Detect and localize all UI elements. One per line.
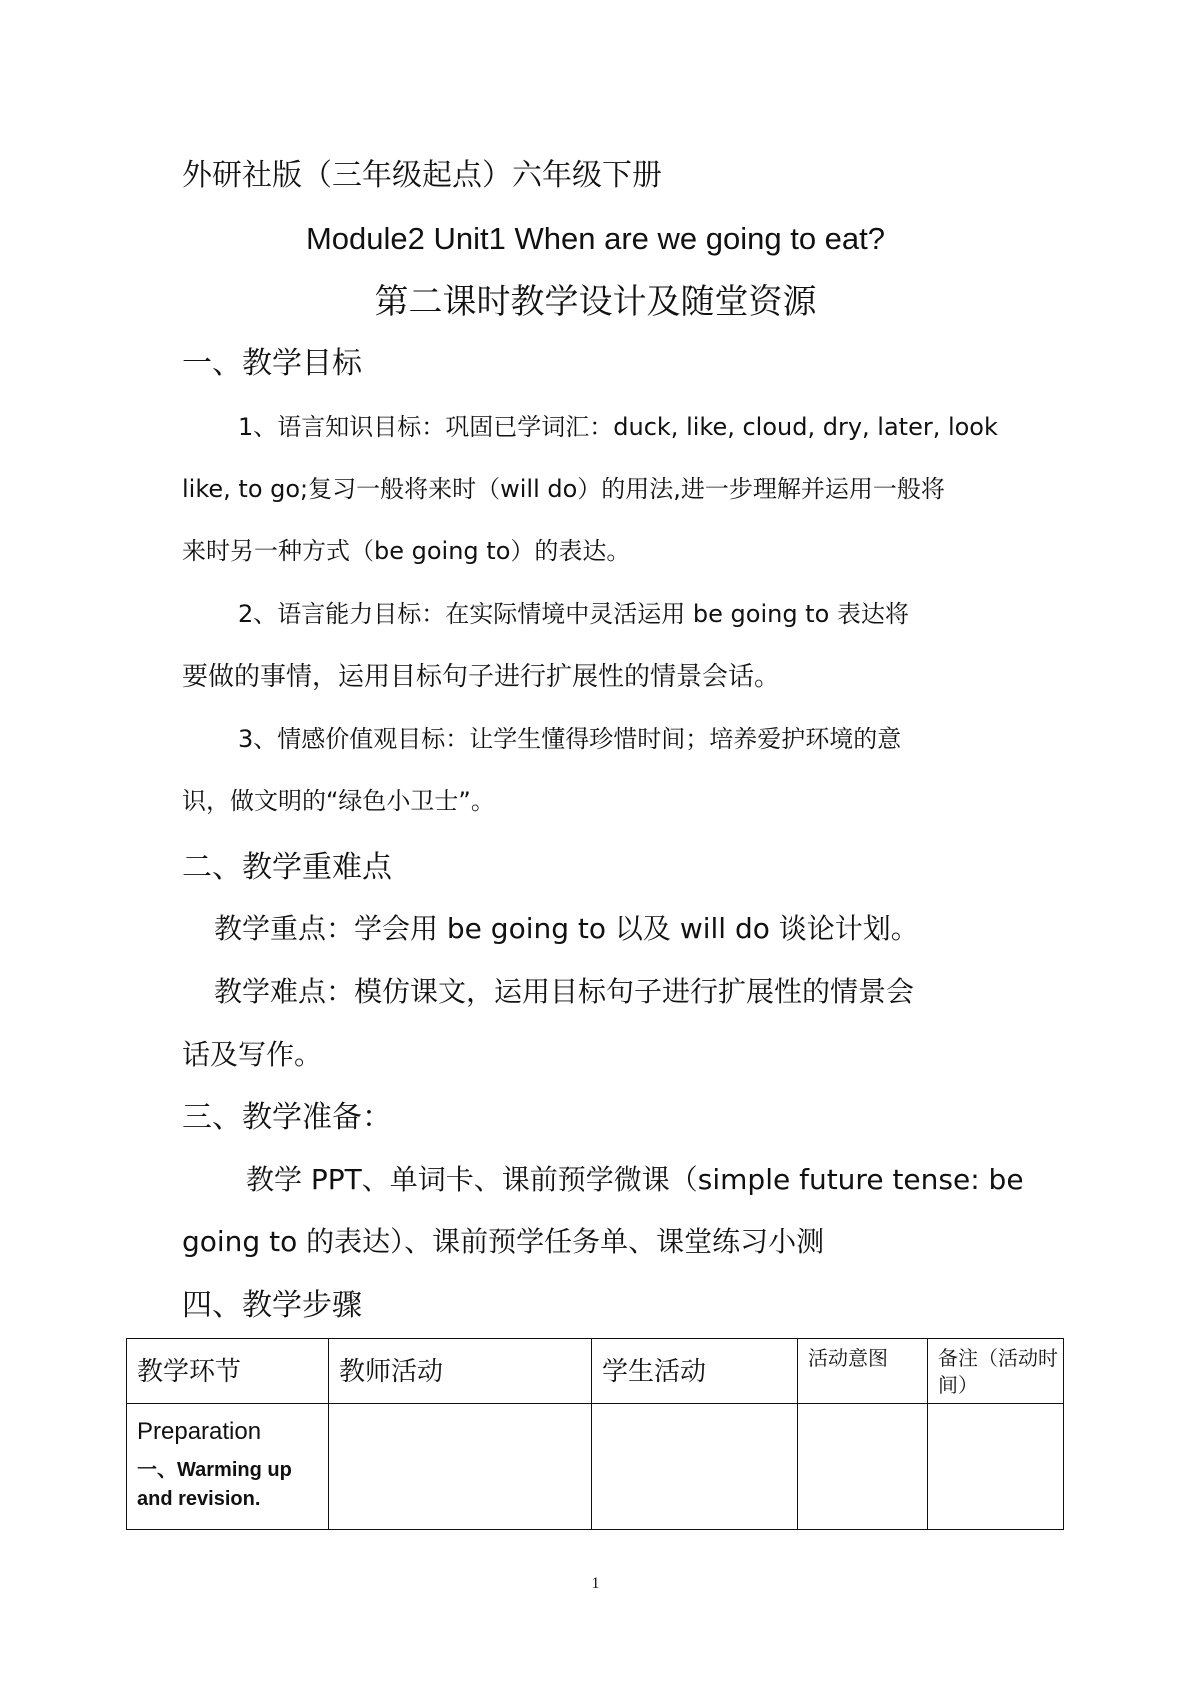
title-english: Module2 Unit1 When are we going to eat?: [305, 221, 886, 256]
section-heading-key-points: 二、教学重难点: [182, 850, 392, 885]
table-cell: [928, 1404, 1064, 1530]
section-heading-steps: 四、教学步骤: [182, 1288, 362, 1323]
table-header-cell: 教师活动: [329, 1339, 592, 1404]
stage-label: Preparation: [137, 1418, 262, 1445]
section-heading-objectives: 一、教学目标: [182, 346, 362, 381]
table-header-cell: 备注（活动时间）: [928, 1339, 1064, 1404]
key-point-text: 教学重点：学会用 be going to 以及 will do 谈论计划。: [214, 912, 919, 945]
step-label: 一、Warming up and revision.: [137, 1459, 292, 1510]
page-number: 1: [591, 1575, 600, 1592]
difficult-point-line-1: 教学难点：模仿课文，运用目标句子进行扩展性的情景会: [214, 975, 915, 1008]
objective-3-line-1: 3、情感价值观目标：让学生懂得珍惜时间；培养爱护环境的意: [238, 725, 902, 753]
preparation-line-1: 教学 PPT、单词卡、课前预学微课（simple future tense: be: [246, 1163, 1024, 1196]
table-cell: [798, 1404, 928, 1530]
preparation-line-2: going to 的表达）、课前预学任务单、课堂练习小测: [182, 1225, 825, 1258]
table-cell-stage: [127, 1404, 329, 1530]
table-header-row: [127, 1339, 1064, 1404]
objective-1-line-1: 1、语言知识目标：巩固已学词汇：duck, like, cloud, dry, later, look: [238, 413, 998, 441]
section-heading-preparation: 三、教学准备：: [182, 1100, 392, 1135]
table-header-cell: 学生活动: [592, 1339, 798, 1404]
table-row: [127, 1404, 1064, 1530]
publisher-line: 外研社版（三年级起点）六年级下册: [182, 158, 662, 193]
objective-2-line-2: 要做的事情，运用目标句子进行扩展性的情景会话。: [182, 662, 781, 692]
objective-2-line-1: 2、语言能力目标：在实际情境中灵活运用 be going to 表达将: [238, 600, 909, 628]
table-header-cell: 教学环节: [127, 1339, 329, 1404]
table-cell: [329, 1404, 592, 1530]
objective-1-line-3: 来时另一种方式（be going to）的表达。: [182, 537, 631, 565]
objective-3-line-2: 识，做文明的“绿色小卫士”。: [182, 787, 495, 815]
teaching-steps-table: [126, 1338, 1064, 1530]
title-chinese: 第二课时教学设计及随堂资源: [374, 282, 817, 322]
objective-1-line-2: like, to go;复习一般将来时（will do）的用法,进一步理解并运用一般将: [182, 475, 945, 503]
difficult-point-line-2: 话及写作。: [182, 1038, 323, 1071]
table-header-cell: 活动意图: [798, 1339, 928, 1404]
table-cell: [592, 1404, 798, 1530]
